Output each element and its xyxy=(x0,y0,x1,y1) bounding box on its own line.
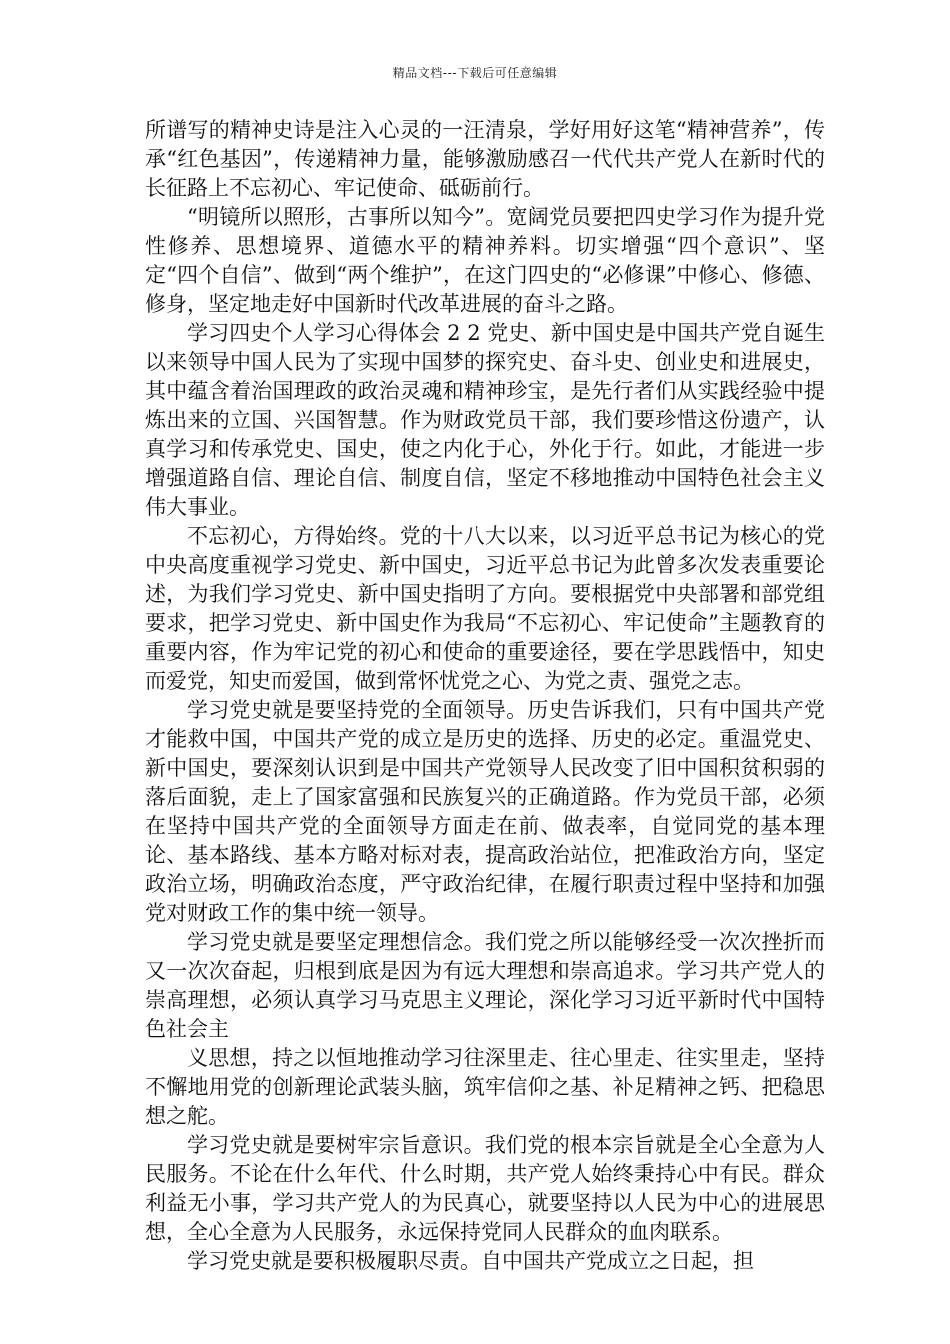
paragraph: 学习党史就是要树牢宗旨意识。我们党的根本宗旨就是全心全意为人民服务。不论在什么年代、什么时期，共产党人始终秉持心中有民。群众利益无小事，学习共产党人的为民真心，就要坚持以人民为中心的进展思想，全心全意为人民服务，永远保持党同人民群众的血肉联系。 xyxy=(145,1133,825,1244)
page-header: 精品文档---下载后可任意编辑 xyxy=(392,66,558,80)
document-body xyxy=(145,116,825,1276)
paragraph: 不忘初心，方得始终。党的十八大以来，以习近平总书记为核心的党中央高度重视学习党史、新中国史，习近平总书记为此曾多次发表重要论述，为我们学习党史、新中国史指明了方向。要根据党中央部署和部党组要求，把学习党史、新中国史作为我局“不忘初心、牢记使命”主题教育的重要内容，作为牢记党的初心和使命的重要途径，要在学思践悟中，知史而爱党，知史而爱国，做到常怀忧党之心、为党之责、强党之志。 xyxy=(145,524,825,693)
paragraph: 学习四史个人学习心得体会 2 2 党史、新中国史是中国共产党自诞生以来领导中国人民为了实现中国梦的探究史、奋斗史、创业史和进展史，其中蕴含着治国理政的政治灵魂和精神珍宝，是先行者们从实践经验中提炼出来的立国、兴国智慧。作为财政党员干部，我们要珍惜这份遗产，认真学习和传承党史、国史，使之内化于心，外化于行。如此，才能进一步增强道路自信、理论自信、制度自信，坚定不移地推动中国特色社会主义伟大事业。 xyxy=(145,321,825,519)
paragraph: 学习党史就是要坚定理想信念。我们党之所以能够经受一次次挫折而又一次次奋起，归根到底是因为有远大理想和崇高追求。学习共产党人的崇高理想，必须认真学习马克思主义理论，深化学习习近平新时代中国特色社会主 xyxy=(145,930,825,1041)
paragraph: “明镜所以照形，古事所以知今”。宽阔党员要把四史学习作为提升党性修养、思想境界、道德水平的精神养料。切实增强“四个意识”、坚定“四个自信”、做到“两个维护”，在这门四史的“必修课”中修心、修德、修身，坚定地走好中国新时代改革进展的奋斗之路。 xyxy=(145,205,825,316)
paragraph: 义思想，持之以恒地推动学习往深里走、往心里走、往实里走，坚持不懈地用党的创新理论武装头脑，筑牢信仰之基、补足精神之钙、把稳思想之舵。 xyxy=(145,1046,825,1128)
paragraph: 学习党史就是要积极履职尽责。自中国共产党成立之日起，担 xyxy=(187,1249,754,1273)
paragraph: 学习党史就是要坚持党的全面领导。历史告诉我们，只有中国共产党才能救中国，中国共产党的成立是历史的选择、历史的必定。重温党史、新中国史，要深刻认识到是中国共产党领导人民改变了旧中国积贫积弱的落后面貌，走上了国家富强和民族复兴的正确道路。作为党员干部，必须在坚持中国共产党的全面领导方面走在前、做表率，自觉同党的基本理论、基本路线、基本方略对标对表，提高政治站位，把准政治方向，坚定政治立场，明确政治态度，严守政治纪律，在履行职责过程中坚持和加强党对财政工作的集中统一领导。 xyxy=(145,698,825,925)
paragraph: 所谱写的精神史诗是注入心灵的一汪清泉，学好用好这笔“精神营养”，传承“红色基因”，传递精神力量，能够激励感召一代代共产党人在新时代的长征路上不忘初心、牢记使命、砥砺前行。 xyxy=(145,118,825,200)
